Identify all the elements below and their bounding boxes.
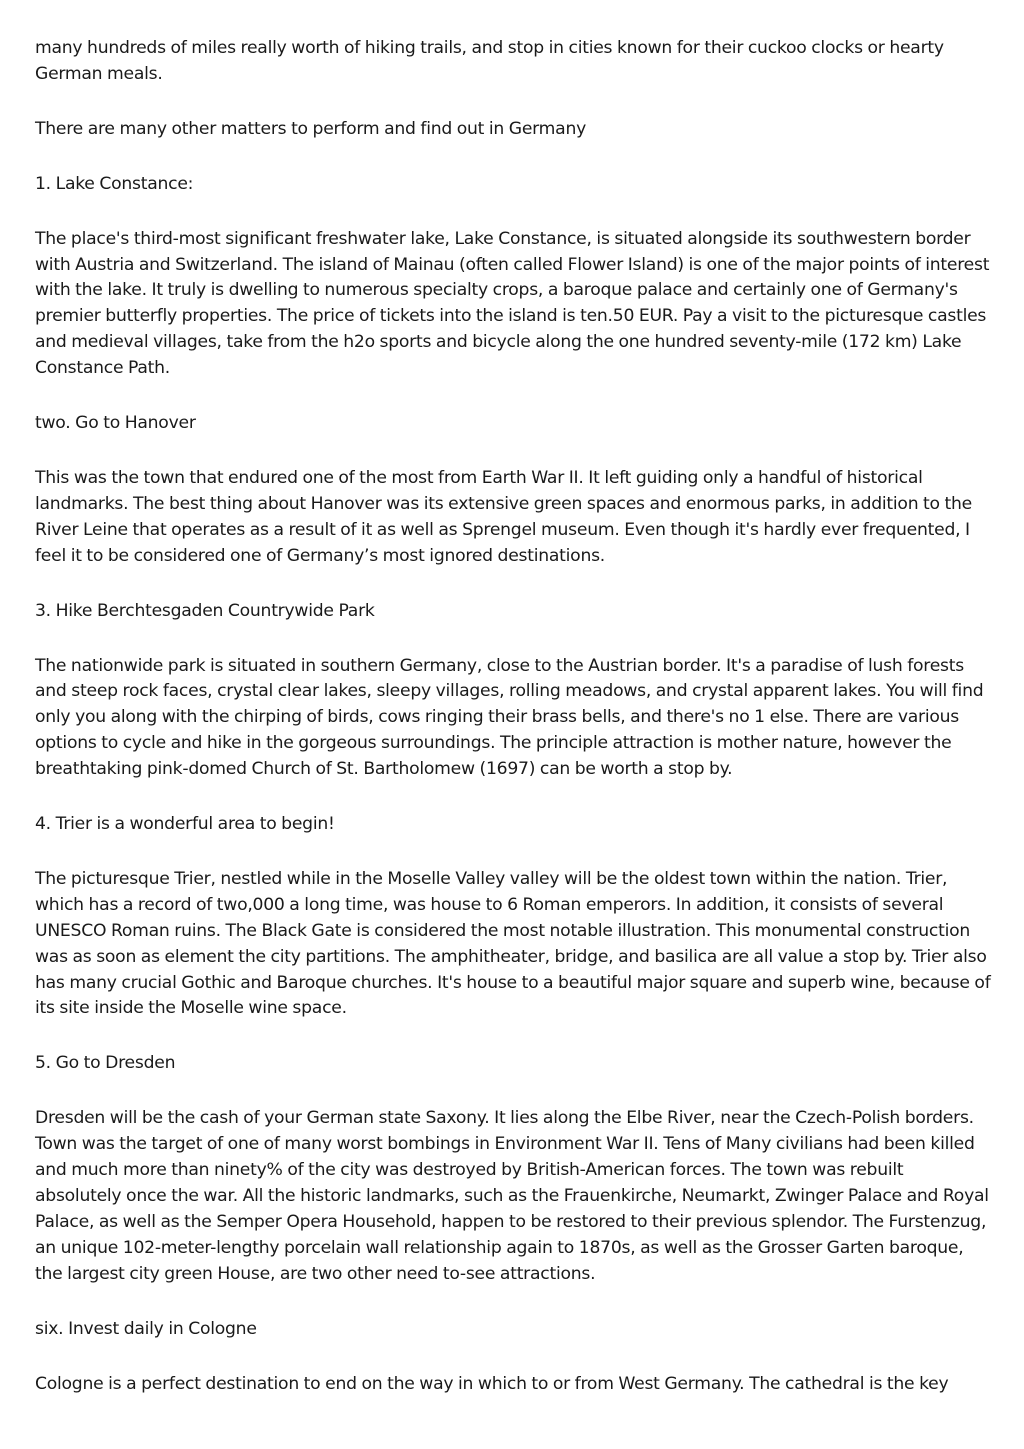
paragraph-dresden: Dresden will be the cash of your German state Saxony. It lies along the Elbe River, near the Czech-Polish borders. Town was the target of one of many worst bombings in Environment War II. Tens of Many civilians had been killed and much more than ninety% of the city was destroyed by British-American forces. The town was rebuilt absolutely once the war. All the historic landmarks, such as the Frauenkirche, Neumarkt, Zwinger Palace and Royal Palace, as well as the Semper Opera Household, happen to be restored to their previous splendor. The Furstenzug, an unique 102-meter-lengthy porcelain wall relationship again to 1870s, as well as the Grosser Garten baroque, the largest city green House, are two other need to-see attractions. <box>35 1108 989 1284</box>
heading-hanover: two. Go to Hanover <box>35 413 196 434</box>
heading-cologne: six. Invest daily in Cologne <box>35 1318 257 1339</box>
paragraph-hanover: This was the town that endured one of the most from Earth War II. It left guiding only a handful of historical landmarks. The best thing about Hanover was its extensive green spaces and enormous parks, in addition to the River Leine that operates as a result of it as well as Sprengel museum. Even though it's hardly ever frequented, I feel it to be considered one of Germany’s most ignored destinations. <box>35 467 972 566</box>
heading-berchtesgaden: 3. Hike Berchtesgaden Countrywide Park <box>35 600 375 621</box>
paragraph-lake-constance: The place's third-most significant freshwater lake, Lake Constance, is situated alongside its southwestern border with Austria and Switzerland. The island of Mainau (often called Flower Island) is one of the major points of interest with the lake. It truly is dwelling to numerous specialty crops, a baroque palace and certainly one of Germany's premier butterfly properties. The price of tickets into the island is ten.50 EUR. Pay a visit to the picturesque castles and medieval villages, take from the h2o sports and bicycle along the one hundred seventy-mile (172 km) Lake Constance Path. <box>35 228 990 379</box>
paragraph-trier: The picturesque Trier, nestled while in the Moselle Valley valley will be the oldest town within the nation. Trier, which has a record of two,000 a long time, was house to 6 Roman emperors. In addition, it consists of several UNESCO Roman ruins. The Black Gate is considered the most notable illustration. This monumental construction was as soon as element the city partitions. The amphitheater, bridge, and basilica are all value a stop by. Trier also has many crucial Gothic and Baroque churches. It's house to a beautiful major square and superb wine, because of its site inside the Moselle wine space. <box>35 868 991 1019</box>
heading-dresden: 5. Go to Dresden <box>35 1053 176 1074</box>
paragraph-intro-continued: many hundreds of miles really worth of hiking trails, and stop in cities known for their cuckoo clocks or hearty German meals. <box>35 38 944 84</box>
heading-trier: 4. Trier is a wonderful area to begin! <box>35 814 335 835</box>
heading-lake-constance: 1. Lake Constance: <box>35 173 194 194</box>
document-body <box>35 36 991 1426</box>
paragraph-cologne: Cologne is a perfect destination to end on the way in which to or from West Germany. The cathedral is the key <box>35 1373 949 1394</box>
paragraph-berchtesgaden: The nationwide park is situated in southern Germany, close to the Austrian border. It's a paradise of lush forests and steep rock faces, crystal clear lakes, sleepy villages, rolling meadows, and crystal apparent lakes. You will find only you along with the chirping of birds, cows ringing their brass bells, and there's no 1 else. There are various options to cycle and hike in the gorgeous surroundings. The principle attraction is mother nature, however the breathtaking pink-domed Church of St. Bartholomew (1697) can be worth a stop by. <box>35 655 984 780</box>
paragraph-other-matters: There are many other matters to perform and find out in Germany <box>35 118 587 139</box>
